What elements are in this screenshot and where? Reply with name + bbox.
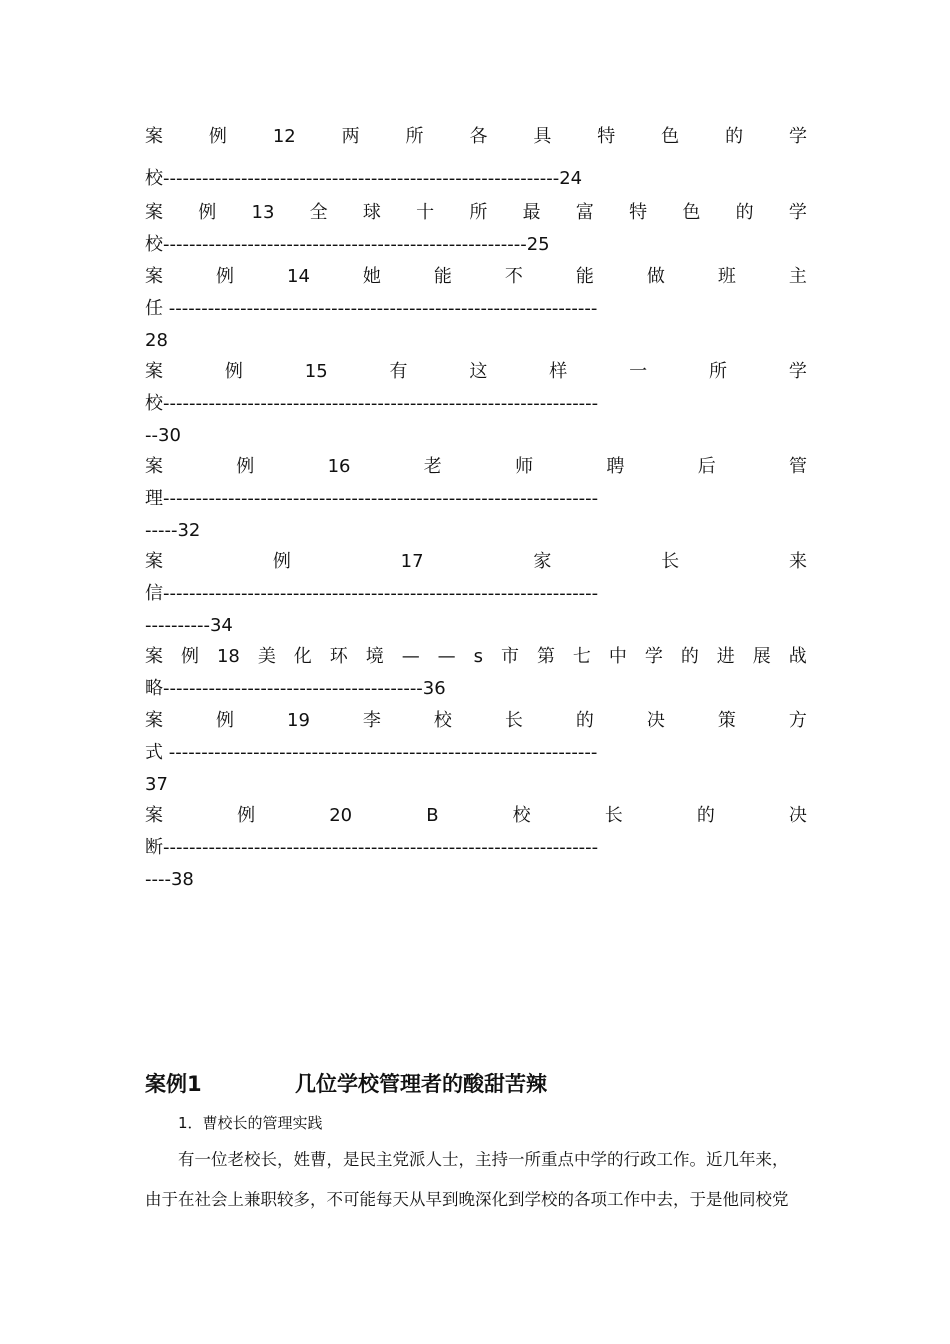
toc-leader-text: 略----------------------------------------36 — [145, 678, 446, 699]
toc-char: 学 — [788, 361, 807, 382]
toc-char: 市 — [500, 646, 519, 667]
toc-char: — — [437, 646, 456, 667]
toc-char: 色 — [661, 126, 680, 147]
toc-char: 所 — [469, 202, 488, 223]
toc-char: 的 — [680, 646, 699, 667]
toc-char: 决 — [788, 805, 807, 826]
toc-char: 她 — [362, 266, 381, 287]
toc-char: 15 — [304, 361, 328, 382]
toc-char: 案 — [145, 646, 163, 667]
toc-leader-text: 任 ------------------------------------------------------------------ — [145, 298, 598, 319]
paragraph-line: 由于在社会上兼职较多，不可能每天从早到晚深化到学校的各项工作中去，于是他同校党 — [145, 1190, 789, 1209]
toc-entry-title — [145, 264, 807, 290]
case-heading — [145, 1070, 547, 1098]
toc-char: 富 — [575, 202, 594, 223]
toc-char: 第 — [536, 646, 555, 667]
toc-char: 能 — [433, 266, 452, 287]
toc-char: 管 — [788, 456, 807, 477]
toc-char: 20 — [329, 805, 353, 826]
toc-char: 的 — [575, 710, 594, 731]
toc-entry-title — [145, 200, 807, 226]
toc-char: 例 — [236, 456, 255, 477]
toc-char: 案 — [145, 456, 163, 477]
toc-char: 特 — [629, 202, 648, 223]
toc-char: 老 — [423, 456, 442, 477]
toc-char: 十 — [416, 202, 435, 223]
toc-entry-leader — [145, 296, 807, 322]
toc-char: 案 — [145, 805, 163, 826]
toc-char: 案 — [145, 551, 163, 572]
toc-char: 长 — [604, 805, 623, 826]
toc-entry-page: 28 — [145, 330, 168, 351]
toc-char: 进 — [716, 646, 735, 667]
case-number: 案例1 — [145, 1072, 202, 1096]
toc-char: 有 — [389, 361, 408, 382]
section-subheading: 1．曹校长的管理实践 — [178, 1114, 323, 1132]
toc-char: 18 — [216, 646, 240, 667]
toc-char: 后 — [697, 456, 716, 477]
toc-entry-page: -----32 — [145, 520, 201, 541]
toc-entry-title — [145, 124, 807, 150]
toc-char: 全 — [309, 202, 328, 223]
toc-entry-title — [145, 454, 807, 480]
toc-entry-title — [145, 549, 807, 575]
toc-char: 李 — [362, 710, 381, 731]
toc-char: 一 — [629, 361, 648, 382]
toc-char: 学 — [644, 646, 663, 667]
toc-char: 主 — [788, 266, 807, 287]
toc-char: 特 — [597, 126, 616, 147]
toc-char: 球 — [362, 202, 381, 223]
toc-char: 例 — [237, 805, 256, 826]
toc-char: 美 — [257, 646, 276, 667]
toc-char: 化 — [293, 646, 312, 667]
toc-char: 展 — [752, 646, 771, 667]
toc-char: 的 — [725, 126, 744, 147]
toc-char: 师 — [515, 456, 534, 477]
toc-char: 学 — [788, 202, 807, 223]
toc-char: 聘 — [606, 456, 625, 477]
toc-char: 13 — [251, 202, 275, 223]
toc-leader-text: 信------------------------------------------------------------------- — [145, 583, 599, 604]
toc-leader-text: 式 ------------------------------------------------------------------ — [145, 742, 598, 763]
toc-char: 14 — [287, 266, 310, 287]
toc-entry-page: ----38 — [145, 869, 194, 890]
toc-char: 班 — [717, 266, 736, 287]
toc-char: B — [426, 805, 439, 826]
toc-entry-page: 37 — [145, 774, 168, 795]
toc-char: 长 — [661, 551, 680, 572]
toc-entry-title — [145, 708, 807, 734]
toc-entry-leader — [145, 166, 807, 192]
toc-char: 校 — [433, 710, 452, 731]
toc-entry-leader — [145, 486, 807, 512]
toc-char: 两 — [341, 126, 360, 147]
toc-char: 样 — [549, 361, 568, 382]
toc-char: 决 — [646, 710, 665, 731]
toc-leader-text: 校-------------------------------------------------------------24 — [145, 168, 583, 189]
toc-char: 中 — [608, 646, 627, 667]
toc-char: 境 — [365, 646, 384, 667]
toc-char: 色 — [682, 202, 701, 223]
toc-char: 例 — [216, 266, 234, 287]
toc-char: 例 — [216, 710, 234, 731]
toc-entry-page: ----------34 — [145, 615, 233, 636]
toc-char: 校 — [512, 805, 531, 826]
toc-char: 16 — [327, 456, 351, 477]
toc-char: 19 — [287, 710, 310, 731]
toc-leader-text: 断------------------------------------------------------------------- — [145, 837, 599, 858]
toc-char: 所 — [709, 361, 728, 382]
toc-char: 学 — [788, 126, 807, 147]
toc-char: 最 — [522, 202, 541, 223]
toc-entry-leader — [145, 391, 807, 417]
toc-char: 做 — [646, 266, 665, 287]
paragraph-line: 有一位老校长，姓曹，是民主党派人士，主持一所重点中学的行政工作。近几年来， — [145, 1150, 789, 1169]
toc-char: 策 — [717, 710, 736, 731]
toc-entry-title — [145, 644, 807, 670]
toc-char: 案 — [145, 266, 163, 287]
toc-char: 的 — [735, 202, 754, 223]
toc-char: 来 — [788, 551, 807, 572]
toc-char: 案 — [145, 361, 163, 382]
toc-char: 战 — [788, 646, 807, 667]
toc-char: s — [473, 646, 484, 667]
toc-char: 能 — [575, 266, 594, 287]
toc-char: 例 — [272, 551, 291, 572]
toc-char: 长 — [504, 710, 523, 731]
toc-entry-leader — [145, 581, 807, 607]
toc-char: 17 — [400, 551, 424, 572]
toc-entry-leader — [145, 232, 807, 258]
toc-char: 的 — [696, 805, 715, 826]
toc-char: 例 — [198, 202, 217, 223]
toc-char: 案 — [145, 126, 163, 147]
toc-char: — — [401, 646, 420, 667]
toc-char: 12 — [272, 126, 296, 147]
case-title: 几位学校管理者的酸甜苦辣 — [295, 1072, 547, 1096]
toc-char: 例 — [208, 126, 227, 147]
toc-leader-text: 校--------------------------------------------------------25 — [145, 234, 550, 255]
toc-char: 各 — [469, 126, 488, 147]
toc-char: 具 — [533, 126, 552, 147]
toc-char: 例 — [180, 646, 199, 667]
toc-char: 环 — [329, 646, 348, 667]
toc-leader-text: 理------------------------------------------------------------------- — [145, 488, 599, 509]
toc-entry-leader — [145, 835, 807, 861]
toc-entry-leader — [145, 740, 807, 766]
toc-leader-text: 校------------------------------------------------------------------- — [145, 393, 599, 414]
toc-char: 不 — [504, 266, 523, 287]
toc-char: 例 — [224, 361, 243, 382]
toc-char: 七 — [572, 646, 591, 667]
toc-entry-page: --30 — [145, 425, 181, 446]
toc-char: 方 — [788, 710, 807, 731]
toc-entry-leader — [145, 676, 807, 702]
toc-char: 这 — [469, 361, 488, 382]
toc-char: 家 — [533, 551, 552, 572]
toc-entry-title — [145, 359, 807, 385]
toc-char: 所 — [405, 126, 424, 147]
toc-entry-title — [145, 803, 807, 829]
toc-char: 案 — [145, 710, 163, 731]
toc-char: 案 — [145, 202, 163, 223]
